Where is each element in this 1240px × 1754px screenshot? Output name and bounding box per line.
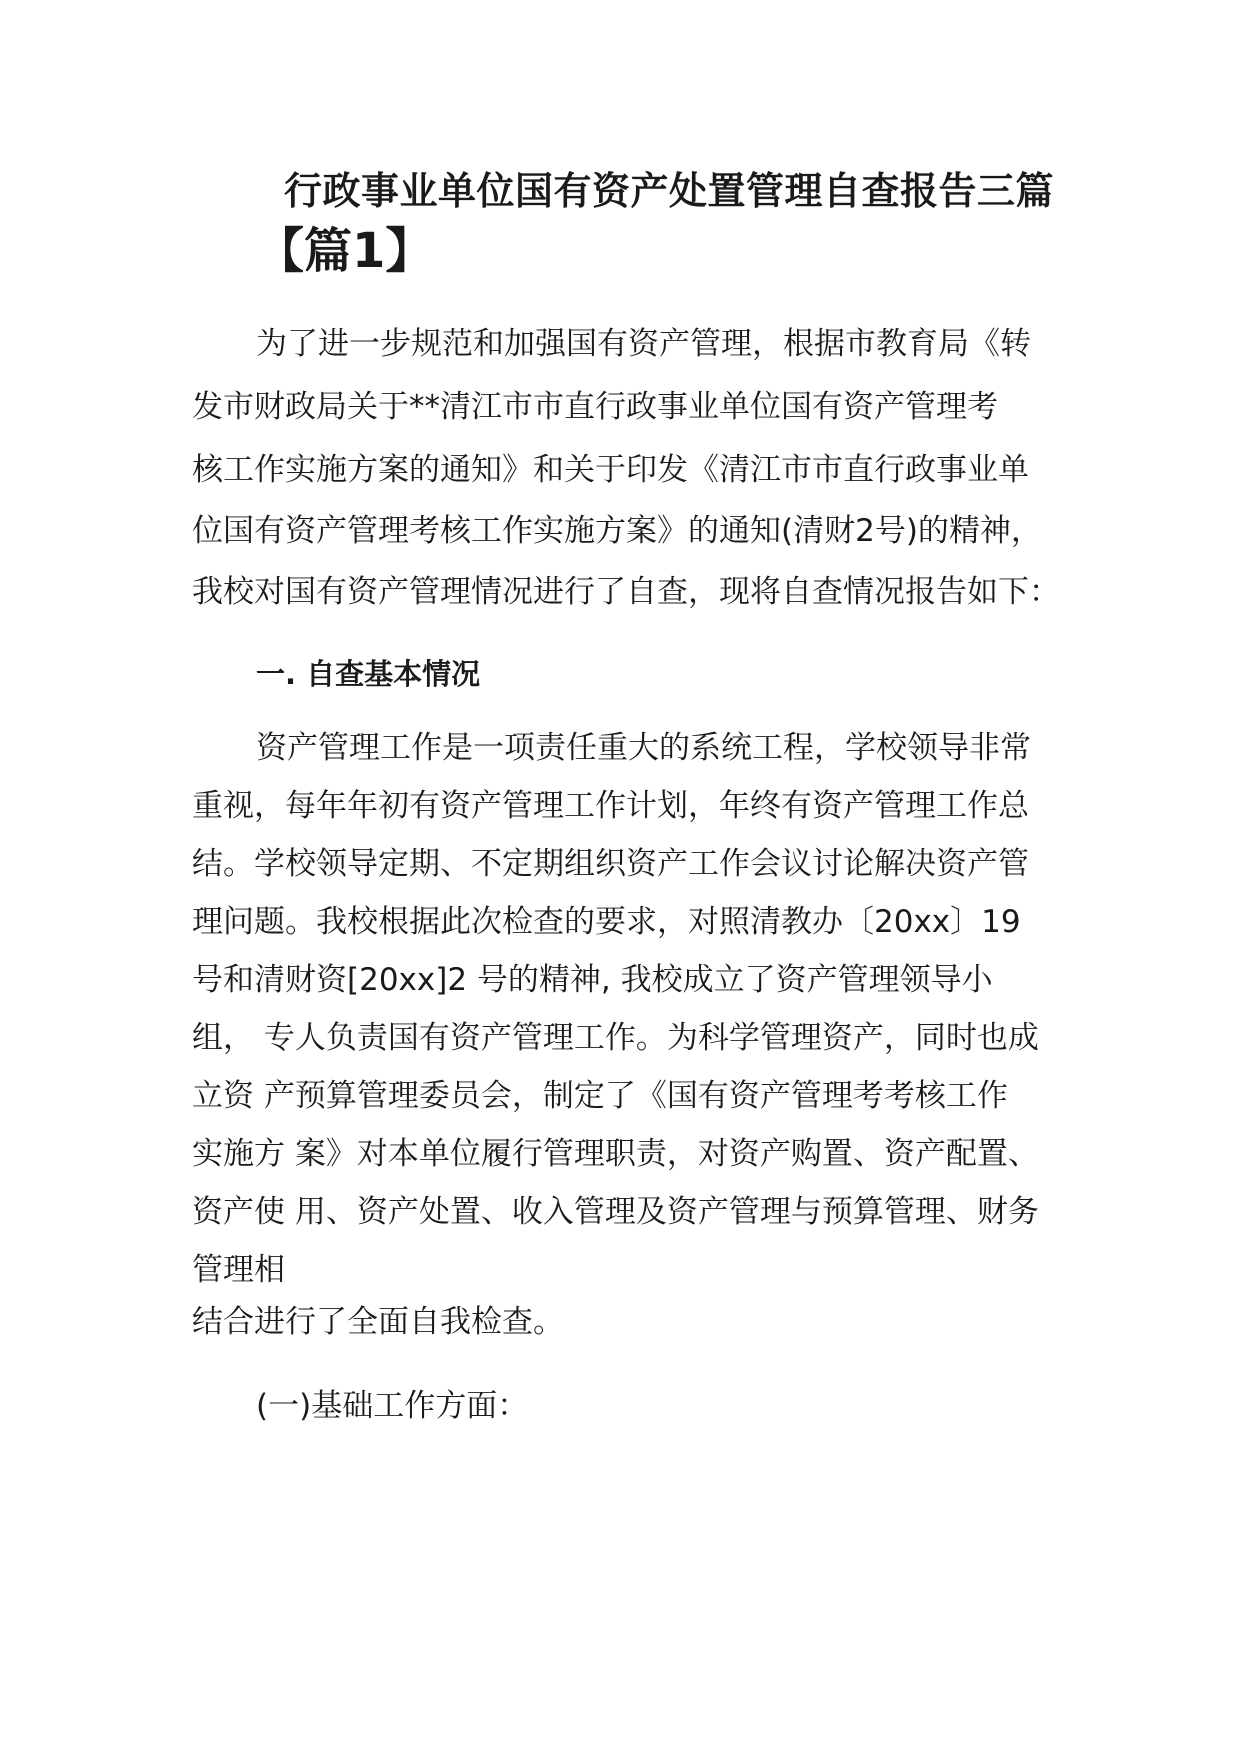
body-line-11: 结合进行了全面自我检查。 [192,1304,564,1340]
body-line-3: 结。学校领导定期、不定期组织资产工作会议讨论解决资产管 [192,846,1029,882]
intro-line-2: 发市财政局关于**清江市市直行政事业单位国有资产管理考 [192,389,998,425]
section-heading: 一. 自查基本情况 [256,657,481,691]
body-line-7: 立资 产预算管理委员会，制定了《国有资产管理考考核工作 [192,1078,1008,1114]
document-title: 行政事业单位国有资产处置管理自查报告三篇 [284,169,1055,213]
intro-line-3: 核工作实施方案的通知》和关于印发《清江市市直行政事业单 [192,452,1029,488]
body-line-6: 组， 专人负责国有资产管理工作。为科学管理资产，同时也成 [192,1020,1039,1056]
body-line-9: 资产使 用、资产处置、收入管理及资产管理与预算管理、财务 [192,1194,1039,1230]
body-line-5: 号和清财资[20xx]2 号的精神, 我校成立了资产管理领导小 [192,962,993,998]
intro-line-5: 我校对国有资产管理情况进行了自查，现将自查情况报告如下： [192,574,1060,610]
intro-line-1: 为了进一步规范和加强国有资产管理，根据市教育局《转 [256,326,1031,362]
body-line-1: 资产管理工作是一项责任重大的系统工程，学校领导非常 [256,730,1031,766]
subsection-heading: (一)基础工作方面： [256,1388,529,1424]
body-line-2: 重视，每年年初有资产管理工作计划，年终有资产管理工作总 [192,788,1029,824]
chapter-heading: 【篇1】 [256,223,434,279]
body-line-4: 理问题。我校根据此次检查的要求，对照清教办〔20xx〕19 [192,904,1021,940]
body-line-10: 管理相 [192,1252,285,1288]
body-line-8: 实施方 案》对本单位履行管理职责，对资产购置、资产配置、 [192,1136,1039,1172]
intro-line-4: 位国有资产管理考核工作实施方案》的通知(清财2号)的精神， [192,513,1042,549]
